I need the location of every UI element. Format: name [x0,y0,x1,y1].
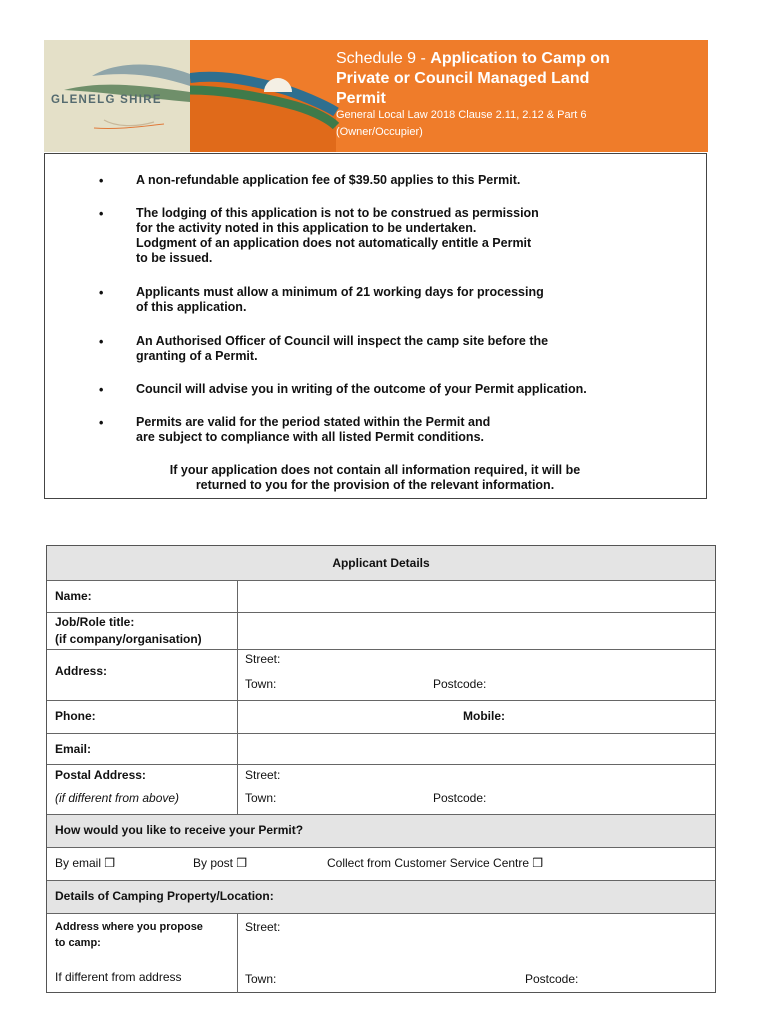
postal-town-label: Town: [245,791,277,805]
applicant-details-form [46,545,716,993]
title-line-1: Application to Camp on [430,50,610,67]
job-title-note: (if company/organisation) [55,632,202,646]
camp-address-label: Address where you propose [55,921,203,933]
bullet-icon: • [99,416,104,430]
subtitle-line-1: General Local Law 2018 Clause 2.11, 2.12 & Part 6 [336,109,587,121]
postal-street-label: Street: [245,768,281,782]
title-prefix: Schedule 9 - [336,50,431,67]
postal-address-input[interactable] [238,765,715,814]
page-title [336,49,706,109]
info-bullet-3: Applicants must allow a minimum of 21 working days for processing of this application. [136,285,544,314]
by-post-option: By post ❒ [193,856,248,870]
information-box [44,153,707,499]
header-banner [44,40,708,152]
bullet-icon: • [99,174,104,188]
by-email-option: By email ❒ [55,856,116,870]
glenelg-shire-logo [44,40,190,152]
phone-input[interactable] [238,701,715,733]
job-title-input[interactable] [238,613,715,649]
bullet-icon: • [99,383,104,397]
email-label: Email: [55,742,92,756]
page-subtitle [336,107,696,141]
email-input[interactable] [238,734,715,764]
address-label: Address: [55,664,108,678]
collect-option: Collect from Customer Service Centre ❒ [327,856,544,870]
by-email-checkbox[interactable]: ❒ [104,856,116,870]
name-input[interactable] [238,581,715,612]
postal-address-label: Postal Address: [55,768,146,782]
camp-if-different-note: If different from address [55,970,182,984]
info-bullet-4: An Authorised Officer of Council will inspect the camp site before the granting of a Permit. [136,334,549,363]
info-bullet-2: The lodging of this application is not to be construed as permission for the activity noted in this application to be undertaken. Lodgment of an application does not automatically entitle a Permit to be issued. [136,206,539,265]
collect-checkbox[interactable]: ❒ [532,856,544,870]
bullet-icon: • [99,207,104,221]
info-bullet-1: A non-refundable application fee of $39.50 applies to this Permit. [136,173,521,187]
job-title-label: Job/Role title: [55,615,135,629]
name-label: Name: [55,589,92,603]
title-line-3: Permit [336,90,386,107]
camp-postcode-label: Postcode: [525,972,579,986]
address-town-label: Town: [245,677,277,691]
subtitle-line-2: (Owner/Occupier) [336,126,423,138]
address-input[interactable] [238,650,715,700]
camp-address-label-2: to camp: [55,937,101,949]
bullet-icon: • [99,335,104,349]
title-line-2: Private or Council Managed Land [336,70,590,87]
address-postcode-label: Postcode: [433,677,487,691]
logo-text: GLENELG SHIRE [51,94,162,106]
camping-location-heading: Details of Camping Property/Location: [55,889,274,903]
receive-permit-question: How would you like to receive your Permit? [55,823,304,837]
postal-postcode-label: Postcode: [433,791,487,805]
bullet-icon: • [99,286,104,300]
camp-town-label: Town: [245,972,277,986]
mobile-label: Mobile: [463,709,505,723]
camp-address-input[interactable] [238,914,715,993]
by-post-checkbox[interactable]: ❒ [236,856,248,870]
incomplete-application-note: If your application does not contain all information required, it will be returned to you for the provision of the relevant information. [169,463,581,492]
section-title: Applicant Details [332,556,430,570]
info-bullet-5: Council will advise you in writing of the outcome of your Permit application. [136,382,587,396]
camp-street-label: Street: [245,920,281,934]
info-bullet-6: Permits are valid for the period stated within the Permit and are subject to compliance with all listed Permit conditions. [136,415,491,444]
address-street-label: Street: [245,652,281,666]
postal-address-note: (if different from above) [55,791,180,805]
phone-label: Phone: [55,709,96,723]
